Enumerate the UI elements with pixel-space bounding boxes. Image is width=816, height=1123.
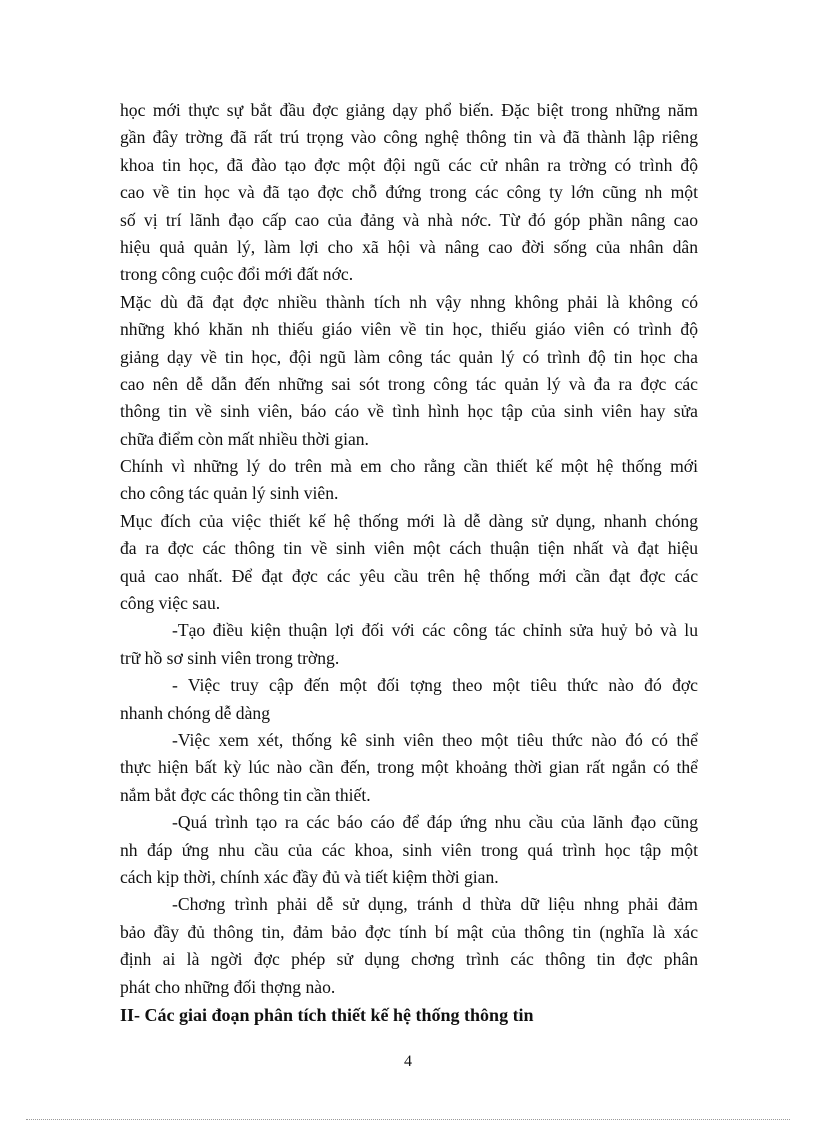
text-line: cho công tác quản lý sinh viên. [120, 483, 339, 504]
section-heading: II- Các giai đoạn phân tích thiết kế hệ thống thông tin [120, 1004, 534, 1025]
text-line: công việc sau. [120, 593, 221, 614]
text-line: Mục đích của việc thiết kế hệ thống mới là dễ dàng sử dụng, nhanh chóng [120, 510, 698, 531]
text-line: phát cho những đối thợng nào. [120, 976, 336, 997]
text-line: số vị trí lãnh đạo cấp cao của đảng và nhà nớc. Từ đó góp phần nâng cao [120, 209, 698, 230]
text-line: cao về tin học và đã tạo đợc chỗ đứng trong các công ty lớn cũng nh một [120, 182, 698, 203]
text-line: Mặc dù đã đạt đợc nhiều thành tích nh vậy nhng không phải là không có [120, 291, 698, 312]
text-line: nhanh chóng dễ dàng [120, 702, 270, 723]
text-line: những khó khăn nh thiếu giáo viên về tin học, thiếu giáo viên có trình độ [120, 319, 698, 340]
text-line: cách kịp thời, chính xác đầy đủ và tiết kiệm thời gian. [120, 866, 499, 887]
text-line: định ai là ngời đợc phép sử dụng chơng trình các thông tin đợc phân [120, 949, 698, 970]
page-divider [26, 1119, 790, 1120]
text-line: trữ hồ sơ sinh viên trong trờng. [120, 647, 340, 668]
text-line: gần đây trờng đã rất trú trọng vào công nghệ thông tin và đã thành lập riêng [120, 127, 698, 148]
text-line: đa ra đợc các thông tin về sinh viên một cách thuận tiện nhất và đạt hiệu [120, 538, 698, 559]
page-number: 4 [404, 1053, 412, 1070]
text-line: -Việc xem xét, thống kê sinh viên theo một tiêu thức nào đó có thể [172, 729, 698, 750]
text-line: giảng dạy về tin học, đội ngũ làm công tác quản lý có trình độ tin học cha [120, 346, 698, 367]
text-line: cao nên dễ dẫn đến những sai sót trong công tác quản lý và đa ra đợc các [120, 373, 698, 394]
text-line: bảo đầy đủ thông tin, đảm bảo đợc tính bí mật của thông tin (nghĩa là xác [120, 921, 698, 942]
text-line: trong công cuộc đổi mới đất nớc. [120, 264, 354, 285]
text-line: nắm bắt đợc các thông tin cần thiết. [120, 784, 371, 805]
text-line: -Quá trình tạo ra các báo cáo để đáp ứng nhu cầu của lãnh đạo cũng [172, 812, 698, 833]
text-line: thực hiện bất kỳ lúc nào cần đến, trong một khoảng thời gian rất ngắn có thể [120, 757, 698, 778]
text-line: - Việc truy cập đến một đối tợng theo một tiêu thức nào đó đợc [172, 675, 698, 696]
text-line: học mới thực sự bắt đầu đợc giảng dạy phổ biến. Đặc biệt trong những năm [120, 100, 698, 120]
text-line: -Chơng trình phải dễ sử dụng, tránh d thừa dữ liệu nhng phải đảm [172, 894, 698, 915]
text-line: thông tin về sinh viên, báo cáo về tình hình học tập của sinh viên hay sửa [120, 401, 698, 422]
text-line: Chính vì những lý do trên mà em cho rằng cần thiết kế một hệ thống mới [120, 456, 698, 477]
text-line: nh đáp ứng nhu cầu của các khoa, sinh viên trong quá trình học tập một [120, 839, 698, 860]
text-line: khoa tin học, đã đào tạo đợc một đội ngũ các cử nhân ra trờng có trình độ [120, 154, 698, 175]
text-line: chữa điểm còn mất nhiều thời gian. [120, 428, 369, 449]
text-line: quả cao nhất. Để đạt đợc các yêu cầu trên hệ thống mới cần đạt đợc các [120, 565, 698, 586]
text-line: -Tạo điều kiện thuận lợi đối với các công tác chỉnh sửa huỷ bỏ và lu [172, 620, 698, 641]
body-text [120, 97, 698, 1029]
text-line: hiệu quả quản lý, làm lợi cho xã hội và nâng cao đời sống của nhân dân [120, 236, 698, 257]
